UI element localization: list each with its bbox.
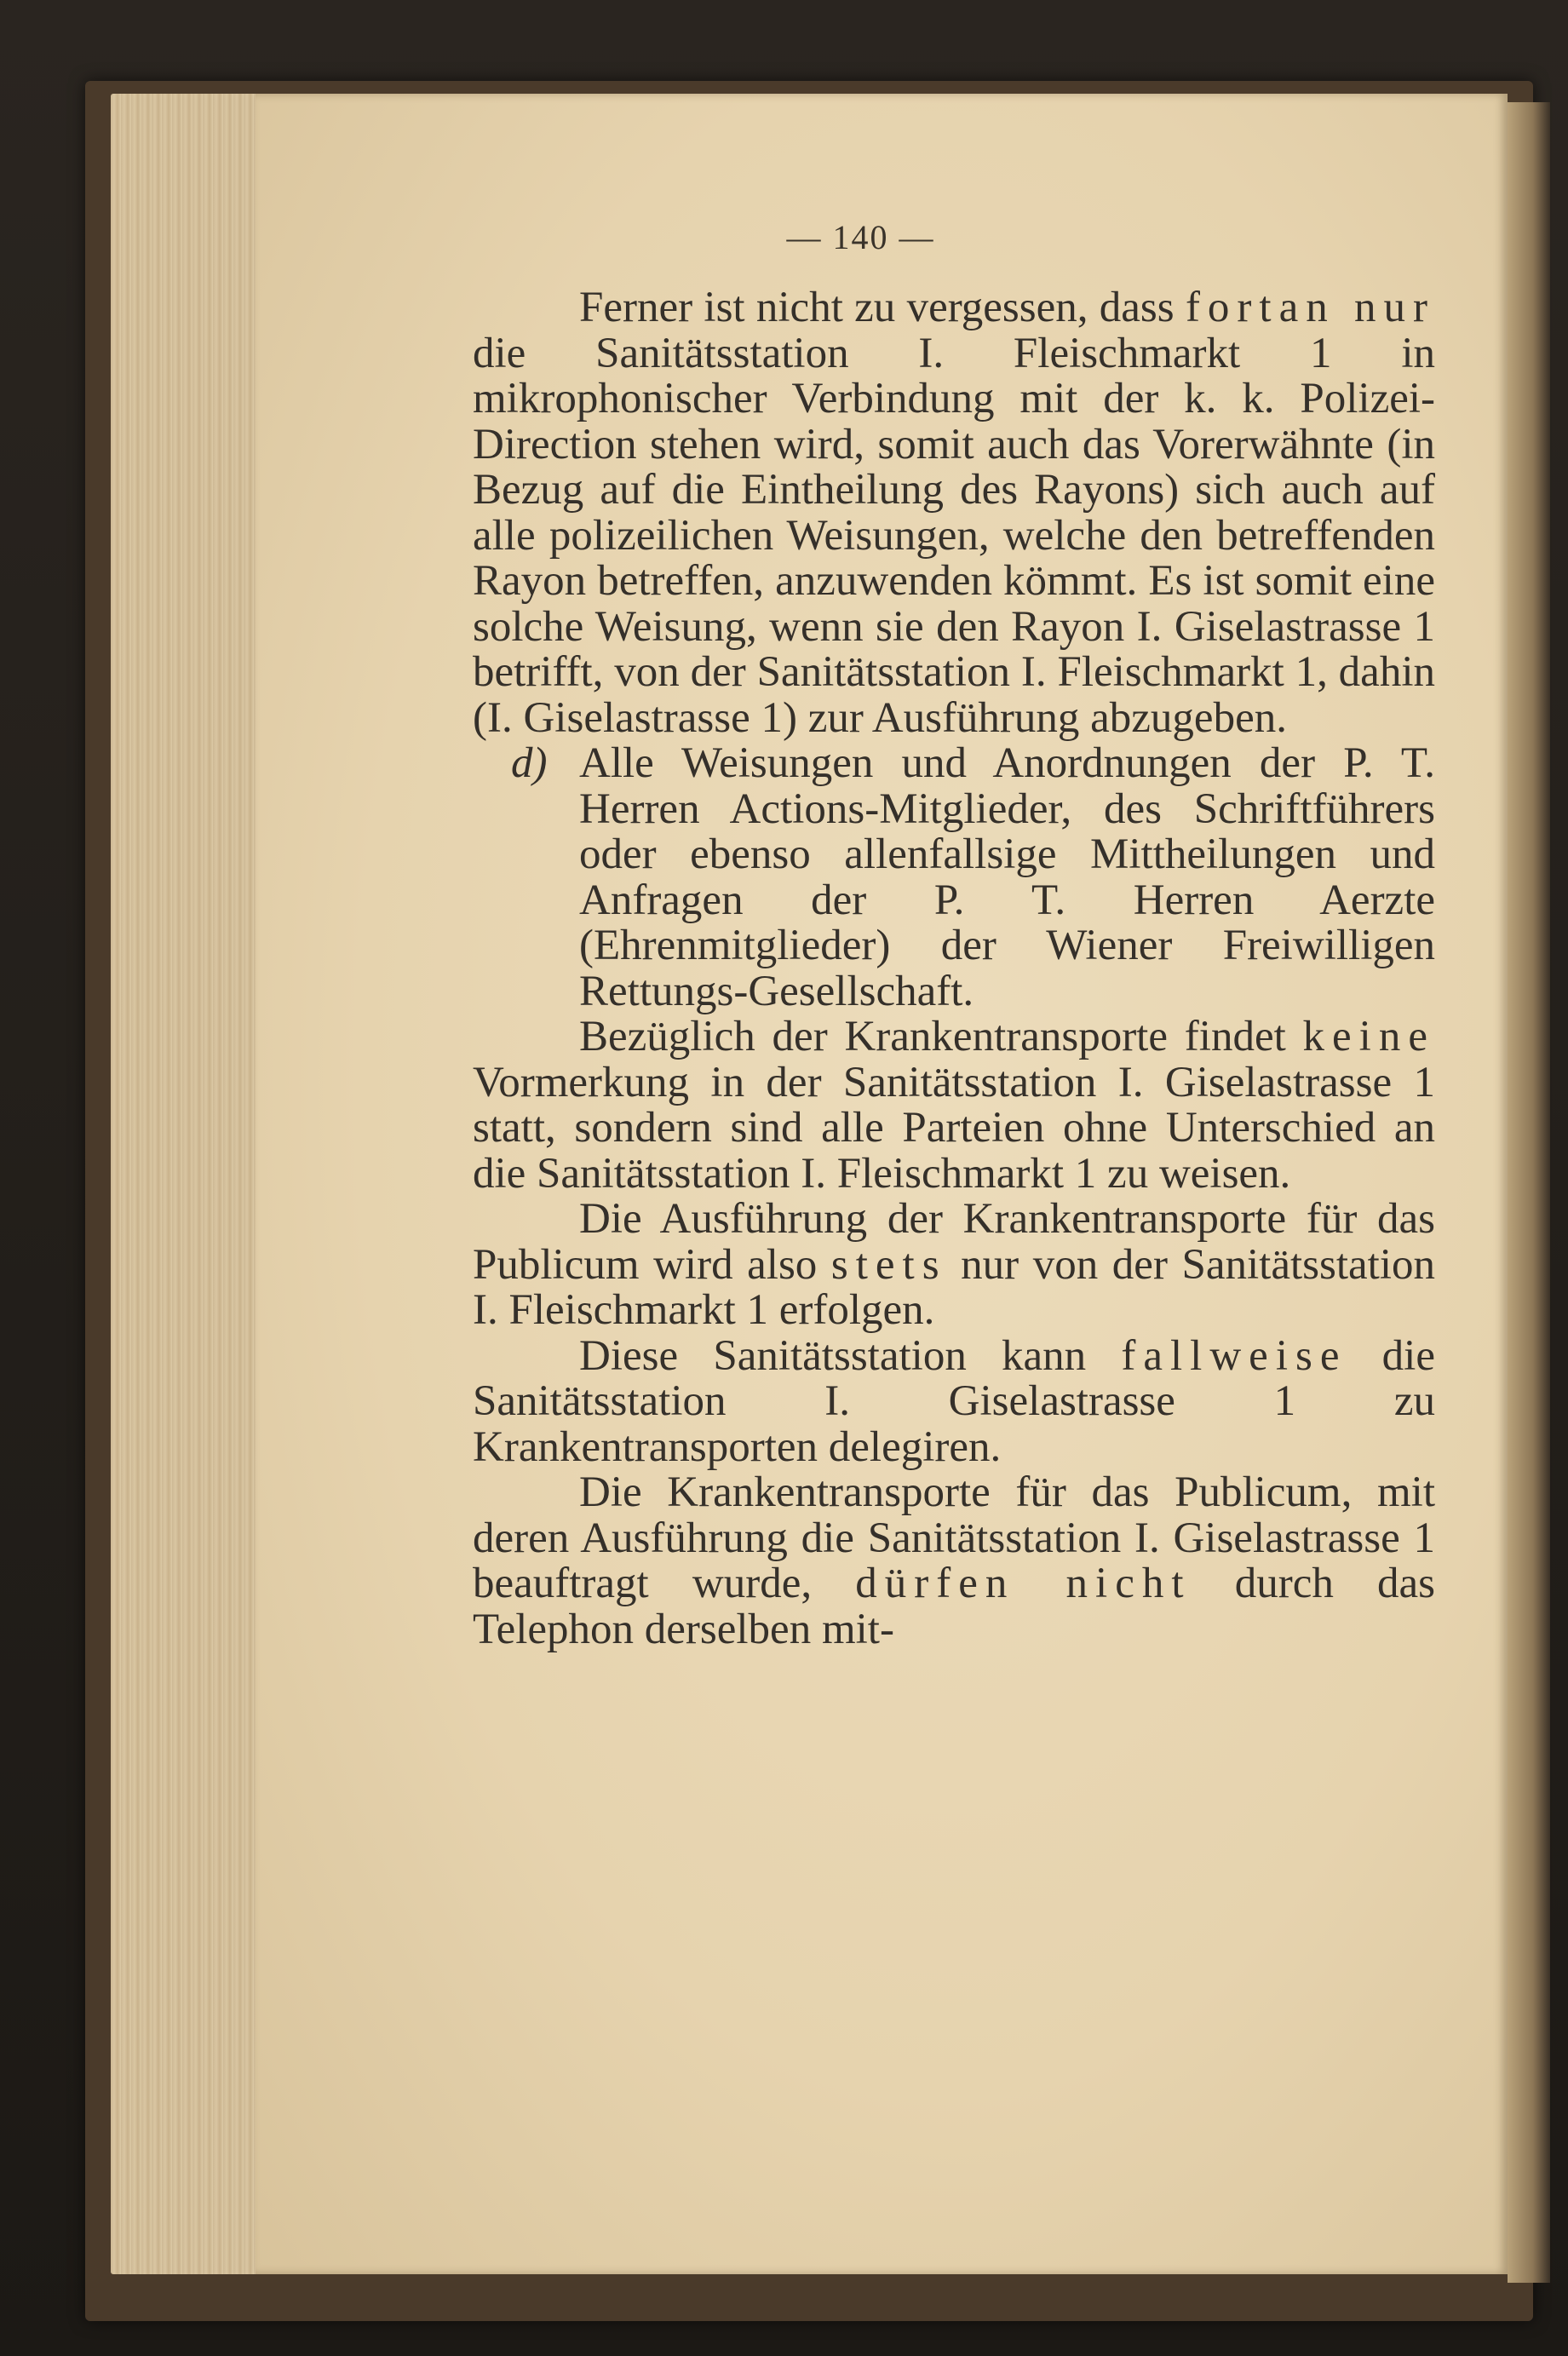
body-text [473, 285, 1435, 1652]
paragraph [473, 285, 1435, 741]
text-run: Alle Weisungen und Anordnungen der P. T. Herren Actions-Mitglieder, des Schriftführers oder ebenso allenfallsige Mittheilungen und Anfragen der P. T. Herren Aerzte (Ehrenmitglieder) der Wiener Freiwilligen Rettungs-Gesellschaft. [579, 739, 1435, 1015]
emphasis-spaced: stets [830, 1240, 947, 1289]
paragraph [473, 1014, 1435, 1197]
text-run: die Sanitätsstation I. Giselastrasse 1 zu Krankentransporten delegiren. [473, 1331, 1435, 1471]
text-run: Die Krankentransporte für das Publicum, mit deren Ausführung die Sanitätsstation I. Giselastrasse 1 beauftragt wurde, [473, 1468, 1435, 1607]
emphasis-spaced: dürfen nicht [855, 1560, 1192, 1607]
item-label: d) [511, 739, 548, 787]
list-item-paragraph [473, 741, 1435, 1014]
text-run: Die Ausführung der Krankentransporte für das Publicum wird also [473, 1195, 1435, 1289]
emphasis-spaced: keine [1302, 1013, 1435, 1060]
text-run: Vormerkung in der Sanitätsstation I. Giselastrasse 1 statt, sondern sind alle Parteien ohne Unterschied an die Sanitätsstation I. Fleischmarkt 1 zu weisen. [473, 1058, 1435, 1198]
text-run: Diese Sanitätsstation kann [579, 1331, 1122, 1380]
text-run: die Sanitätsstation I. Fleischmarkt 1 in mikrophonischer Verbindung mit der k. k. Polizei-Direction stehen wird, somit auch das Vorerwähnte (in Bezug auf die Eintheilung des Rayons) sich auch auf alle polizeilichen Weisungen, welche den betreffenden Rayon betreffen, anzuwenden kömmt. Es ist somit eine solche Weisung, wenn sie den Rayon I. Giselastrasse 1 betrifft, von der Sanitätsstation I. Fleischmarkt 1, dahin (I. Giselastrasse 1) zur Ausführung abzugeben. [473, 329, 1435, 742]
paragraph [473, 1470, 1435, 1652]
text-run: nur von der Sanitätsstation I. Fleischmarkt 1 erfolgen. [473, 1240, 1435, 1334]
page-number: — 140 — [786, 218, 935, 256]
text-run: Bezüglich der Krankentransporte findet [579, 1013, 1303, 1060]
paragraph [473, 1331, 1435, 1471]
text-run: durch das Telephon derselben mit- [473, 1560, 1436, 1653]
emphasis-spaced: fortan nur [1185, 284, 1435, 331]
book-gutter [1508, 102, 1550, 2283]
text-run: Ferner ist nicht zu vergessen, dass [579, 284, 1186, 331]
emphasis-spaced: fallweise [1121, 1331, 1347, 1380]
paragraph [473, 1197, 1435, 1334]
